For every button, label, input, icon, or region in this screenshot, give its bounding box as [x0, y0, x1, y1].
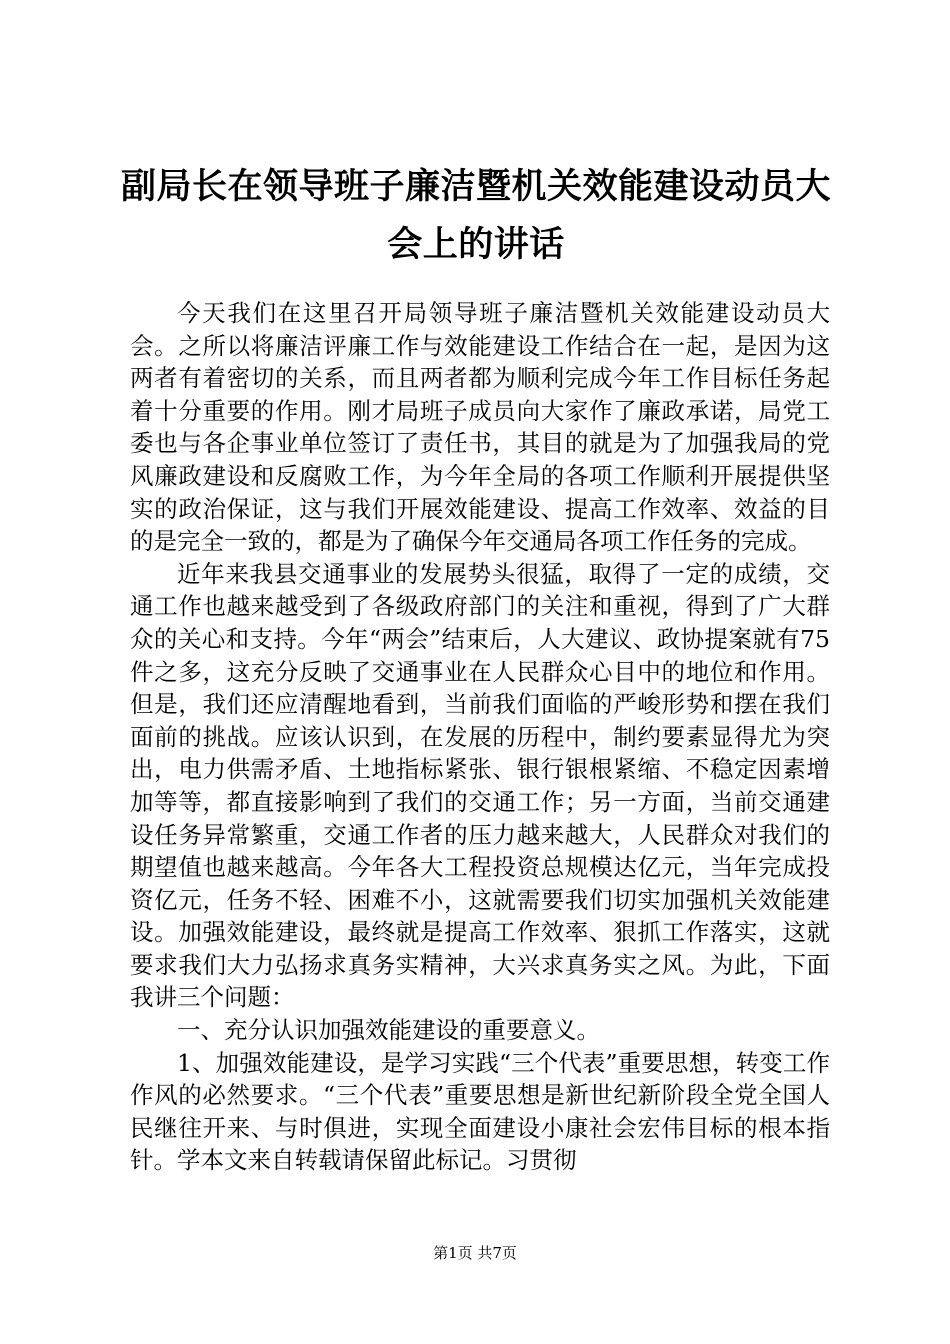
page-footer: 第1页 共7页 — [433, 1244, 517, 1262]
title-line-1: 副局长在领导班子廉洁暨机关效能建设动员大 — [120, 166, 831, 207]
section-heading-1: 一、充分认识加强效能建设的重要意义。 — [177, 1016, 600, 1045]
paragraph-opening: 今天我们在这里召开局领导班子廉洁暨机关效能建设动员大会。之所以将廉洁评廉工作与效能建设工作结合在一起，是因为这两者有着密切的关系，而且两者都为顺利完成今年工作目标任务起着十分重要的作用。刚才局班子成员向大家作了廉政承诺，局党工委也与各企事业单位签订了责任书，其目的就是为了加强我局的党风廉政建设和反腐败工作，为今年全局的各项工作顺利开展提供坚实的政治保证，这与我们开展效能建设、提高工作效率、效益的目的是完全一致的，都是为了确保今年交通局各项工作任务的完成。 — [130, 299, 830, 556]
document-body — [130, 297, 830, 1187]
paragraph-situation: 近年来我县交通事业的发展势头很猛，取得了一定的成绩，交通工作也越来越受到了各级政府部门的关注和重视，得到了广大群众的关心和支持。今年“两会”结束后，人大建议、政协提案就有75件之多，这充分反映了交通事业在人民群众心目中的地位和作用。但是，我们还应清醒地看到，当前我们面临的严峻形势和摆在我们面前的挑战。应该认识到，在发展的历程中，制约要素显得尤为突出，电力供需矛盾、土地指标紧张、银行银根紧缩、不稳定因素增加等等，都直接影响到了我们的交通工作；另一方面，当前交通建设任务异常繁重，交通工作者的压力越来越大，人民群众对我们的期望值也越来越高。今年各大工程投资总规模达亿元，当年完成投资亿元，任务不轻、困难不小，这就需要我们切实加强机关效能建设。加强效能建设，最终就是提高工作效率、狠抓工作落实，这就要求我们大力弘扬求真务实精神，大兴求真务实之风。为此，下面我讲三个问题： — [130, 559, 830, 1012]
paragraph-point-1: 1、加强效能建设，是学习实践“三个代表”重要思想，转变工作作风的必然要求。“三个代表”重要思想是新世纪新阶段全党全国人民继往开来、与时俱进，实现全面建设小康社会宏伟目标的根本指针。学本文来自转载请保留此标记。习贯彻 — [130, 1048, 830, 1175]
title-line-2: 会上的讲话 — [387, 224, 565, 265]
document-title — [120, 158, 832, 274]
